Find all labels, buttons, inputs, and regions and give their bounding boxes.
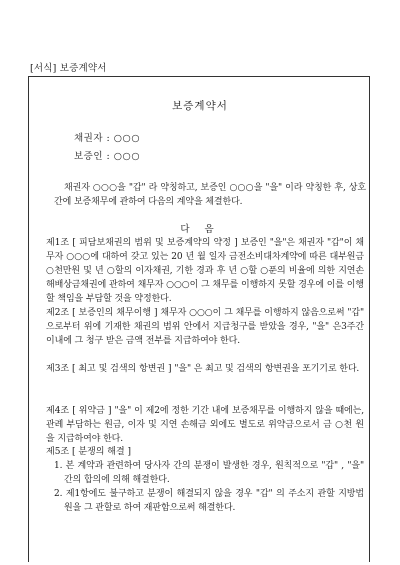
clause-2-heading: 제2조 [ 보증인의 채무이행 ] [46, 308, 158, 318]
center-heading: 다 음 [180, 224, 220, 235]
clause-5-heading: 제5조 [ 분쟁의 해결 ] [46, 447, 132, 457]
clause-2 [46, 306, 364, 348]
clause-5-item-1: 1. 본 계약과 관련하여 당사자 간의 분쟁이 발생한 경우, 원칙적으로 "갑" , "을" 간의 합의에 의해 해결한다. [54, 461, 364, 485]
clause-1-heading: 제1조 [ 피담보채권의 범위 및 보증계약의 약정 ] [46, 238, 238, 248]
clause-3-text: "을" 은 최고 및 검색의 항변권을 포기기로 한다. [171, 364, 360, 374]
clause-5 [46, 445, 364, 515]
clause-5-item-2: 2. 제1항에도 불구하고 분쟁이 해결되지 않을 경우 "갑" 의 주소지 관할 지방법원을 그 관할로 하여 재판함으로써 해결한다. [54, 489, 364, 513]
clause-1 [46, 236, 364, 306]
guarantor-line: 보증인 : ○○○ [74, 151, 141, 162]
intro-paragraph: 채권자 ○○○을 "갑" 라 약칭하고, 보증인 ○○○을 "을" 이라 약칭한 후, 상호간에 보증채무에 관하여 다음의 계약을 체결한다. [54, 183, 366, 207]
clause-2-text: 채무자 ○○○이 그 채무를 이행하지 않음으로써 "갑" 으로부터 위에 기재한 채권의 범위 안에서 지급청구를 받았을 경우, "을" 은3주간 이내에 그 청구 받은 금액 전부를 지급하여야 한다. [46, 308, 364, 346]
clause-1-text: 보증인 "을"은 채권자 "갑"이 채무자 ○○○에 대하여 갖고 있는 20 년 월 일자 금전소비대차계약에 따른 대부원금 ○천만원 및 년 ○할의 이자채권, 기한 경과 후 년 ○할 ○푼의 비율에 의한 지연손해배상금채권에 관하여 채무자 ○○○이 그 채무를 이행하지 못할 경우에 이를 이행할 책임을 부담할 것을 약정한다. [46, 238, 364, 304]
clause-4 [46, 404, 364, 446]
clause-4-text: "을" 이 제2에 정한 기간 내에 보증채무를 이행하지 않을 때에는, 관례 부담하는 원금, 이자 및 지연 손해금 외에도 별도로 위약금으로서 금 ○천 원을 지급하여야 한다. [46, 406, 364, 444]
clause-3-heading: 제3조 [ 최고 및 검색의 항변권 ] [46, 364, 172, 374]
clause-3 [46, 362, 364, 376]
document-title: 보증계약서 [172, 100, 228, 112]
form-label: [서식] 보증계약서 [30, 63, 107, 74]
clause-4-heading: 제4조 [ 위약금 ] [46, 406, 112, 416]
creditor-line: 채권자 : ○○○ [74, 133, 141, 144]
